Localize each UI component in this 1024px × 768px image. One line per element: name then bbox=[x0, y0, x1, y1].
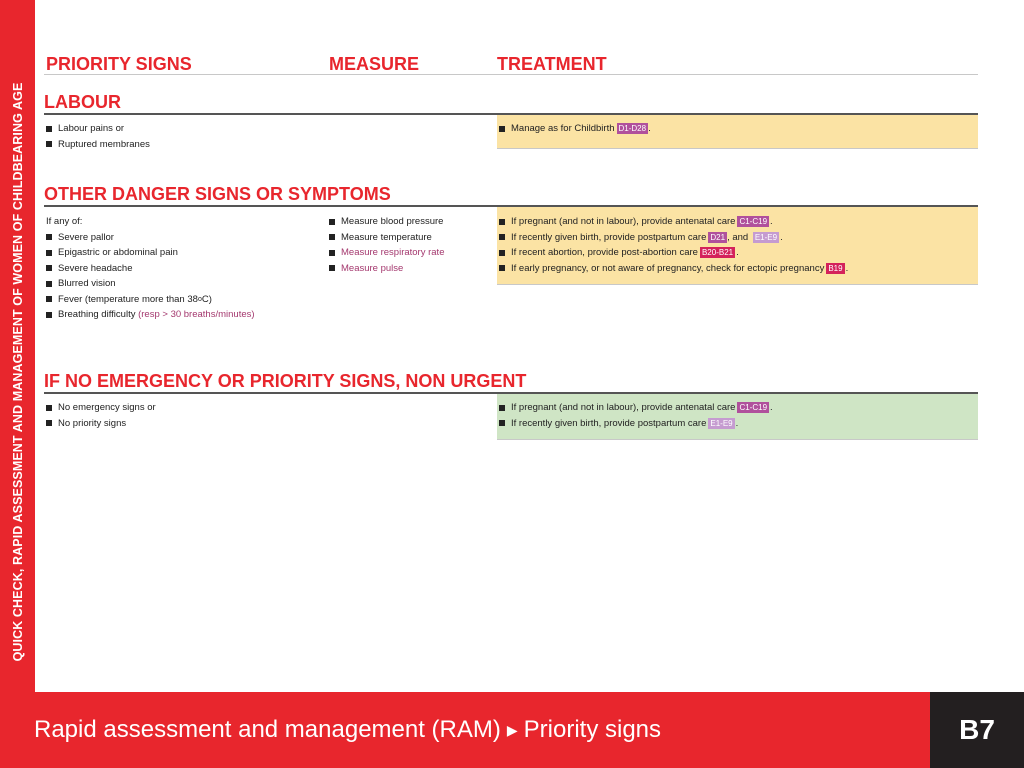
list-item: No emergency signs or bbox=[46, 400, 156, 416]
bullet bbox=[46, 250, 52, 256]
reference-tag[interactable]: E1-E9 bbox=[754, 232, 778, 242]
bullet bbox=[46, 141, 52, 147]
bullet bbox=[46, 281, 52, 287]
danger-treatment-list bbox=[499, 214, 848, 276]
list-item: Breathing difficulty (resp > 30 breaths/minutes) bbox=[46, 307, 255, 323]
footer-title-main: Rapid assessment and management (RAM) bbox=[34, 716, 501, 743]
section-title-labour: LABOUR bbox=[44, 92, 121, 112]
list-item: Measure respiratory rate bbox=[329, 245, 444, 261]
bullet bbox=[499, 420, 505, 426]
danger-measures-list bbox=[329, 214, 444, 276]
list-item: Measure pulse bbox=[329, 261, 444, 277]
danger-signs-list bbox=[46, 214, 255, 323]
list-item: If recently given birth, provide postpartum care E1-E9 . bbox=[499, 416, 773, 432]
reference-tag[interactable]: B20-B21 bbox=[701, 248, 734, 258]
col-header-measure: MEASURE bbox=[329, 54, 420, 74]
reference-tag[interactable]: C1-C19 bbox=[739, 403, 768, 413]
list-item: If any of: bbox=[46, 216, 83, 227]
bullet bbox=[46, 265, 52, 271]
list-item: If pregnant (and not in labour), provide antenatal care C1-C19 . bbox=[499, 214, 848, 230]
footer-title-sub: Priority signs bbox=[523, 716, 662, 743]
header-divider bbox=[44, 74, 978, 75]
reference-tag[interactable]: D1-D28 bbox=[618, 124, 647, 134]
bullet bbox=[329, 250, 335, 256]
reference-tag[interactable]: E1-E9 bbox=[710, 418, 733, 428]
list-item: Blurred vision bbox=[46, 276, 255, 292]
bullet bbox=[499, 126, 505, 132]
labour-treatment-list bbox=[499, 121, 651, 137]
arrow-right-icon: ▶ bbox=[506, 721, 518, 738]
list-item: No priority signs bbox=[46, 416, 156, 432]
bullet bbox=[46, 405, 52, 411]
bullet bbox=[499, 219, 505, 225]
labour-signs-list bbox=[46, 121, 150, 152]
list-item: Manage as for Childbirth D1-D28 . bbox=[499, 121, 651, 137]
section-title-non-urgent: IF NO EMERGENCY OR PRIORITY SIGNS, NON URGENT bbox=[44, 371, 527, 391]
list-item: If pregnant (and not in labour), provide antenatal care C1-C19 . bbox=[499, 400, 773, 416]
list-item: Severe headache bbox=[46, 261, 255, 277]
bullet bbox=[499, 405, 505, 411]
bullet bbox=[46, 296, 52, 302]
list-item: If recent abortion, provide post-abortion care B20-B21 . bbox=[499, 245, 848, 261]
bullet bbox=[499, 234, 505, 240]
bullet bbox=[46, 234, 52, 240]
footer-title bbox=[34, 716, 661, 744]
list-item: Measure blood pressure bbox=[329, 214, 444, 230]
bullet bbox=[46, 126, 52, 132]
section-title-danger-signs: OTHER DANGER SIGNS OR SYMPTOMS bbox=[44, 184, 391, 204]
col-header-treatment: TREATMENT bbox=[497, 54, 607, 74]
bullet bbox=[46, 312, 52, 318]
reference-tag[interactable]: C1-C19 bbox=[739, 217, 768, 227]
bullet bbox=[329, 234, 335, 240]
page-code: B7 bbox=[959, 714, 995, 745]
list-item: Ruptured membranes bbox=[46, 137, 150, 153]
bullet bbox=[329, 219, 335, 225]
list-item: Fever (temperature more than 38 o C) bbox=[46, 292, 255, 308]
col-header-priority-signs: PRIORITY SIGNS bbox=[46, 54, 192, 74]
reference-tag[interactable]: D21 bbox=[710, 232, 726, 242]
bullet bbox=[499, 265, 505, 271]
list-item: If early pregnancy, or not aware of pregnancy, check for ectopic pregnancy B19 . bbox=[499, 261, 848, 277]
bullet bbox=[46, 420, 52, 426]
non-urgent-treatment-list bbox=[499, 400, 773, 431]
bullet bbox=[329, 265, 335, 271]
list-item: Epigastric or abdominal pain bbox=[46, 245, 255, 261]
list-item: Labour pains or bbox=[46, 121, 150, 137]
non-urgent-signs-list bbox=[46, 400, 156, 431]
sidebar-title: QUICK CHECK, RAPID ASSESSMENT AND MANAGEMENT OF WOMEN OF CHILDBEARING AGE bbox=[11, 82, 25, 662]
list-item: Severe pallor bbox=[46, 230, 255, 246]
bullet bbox=[499, 250, 505, 256]
reference-tag[interactable]: B19 bbox=[828, 263, 843, 273]
list-item: If recently given birth, provide postpartum care D21 , and E1-E9 . bbox=[499, 230, 848, 246]
list-item: Measure temperature bbox=[329, 230, 444, 246]
